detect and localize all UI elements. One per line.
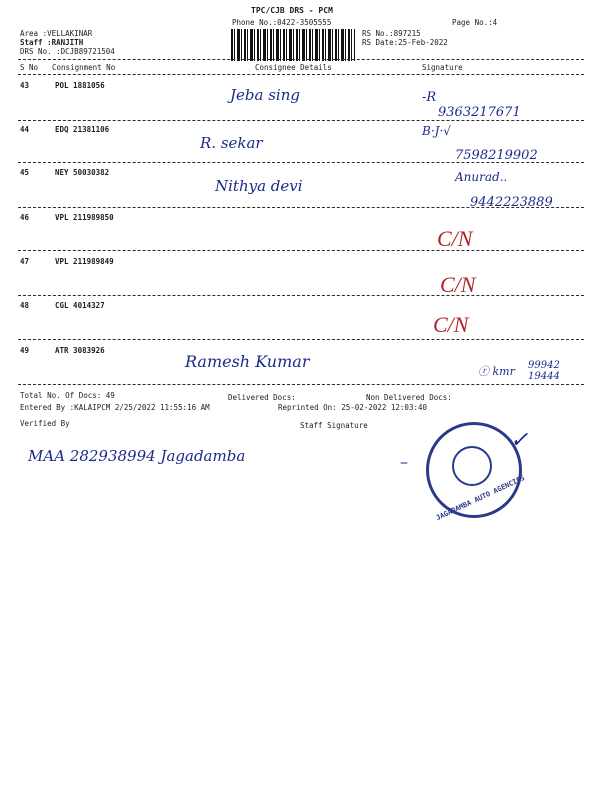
drs-number: DRS No. :DCJB89721504 (20, 47, 115, 56)
barcode (231, 29, 355, 61)
consignee-name: Ramesh Kumar (185, 352, 310, 371)
recipient-signature: ⓡ kmr (478, 365, 515, 378)
total-docs: Total No. Of Docs: 49 (20, 391, 115, 400)
column-consignment: Consignment No (52, 63, 116, 72)
dash-mark: – (400, 452, 408, 471)
area-label: Area :VELLAKINAR (20, 29, 93, 38)
entered-by: Entered By :KALAIPCM 2/25/2022 11:55:16 AM (20, 403, 210, 412)
staff-signature-label: Staff Signature (300, 421, 368, 430)
page-number: Page No.:4 (452, 18, 498, 27)
row-divider (18, 295, 584, 296)
column-consignee: Consignee Details (255, 63, 332, 72)
recipient-signature: Anurad.. (455, 170, 508, 184)
row-sno: 45 (20, 168, 30, 177)
row-sno: 46 (20, 213, 30, 222)
row-divider (18, 339, 584, 340)
row-sno: 47 (20, 257, 30, 266)
cn-mark: C/N (440, 272, 476, 297)
recipient-phone: 7598219902 (455, 148, 538, 163)
verified-by-label: Verified By (20, 419, 70, 428)
column-sno: S No (20, 63, 39, 72)
recipient-phone: 9442223889 (470, 195, 553, 210)
column-signature: Signature (422, 63, 463, 72)
row-sno: 43 (20, 81, 30, 90)
consignee-name: Nithya devi (215, 177, 303, 195)
consignee-name: Jeba sing (230, 86, 300, 104)
cn-mark: C/N (433, 312, 469, 337)
consignee-name: R. sekar (200, 134, 263, 152)
recipient-phone: 9363217671 (438, 105, 521, 120)
handwritten-note: MAA 282938994 Jagadamba (28, 447, 246, 465)
row-divider (18, 250, 584, 251)
row-sno: 44 (20, 125, 30, 134)
stamp-text: JAGADAMBA AUTO AGENCIES (434, 473, 527, 523)
divider (18, 74, 584, 75)
cn-mark: C/N (437, 226, 473, 251)
stamp-signature: ✓ (510, 428, 529, 453)
rs-number: RS No.:897215 (362, 29, 421, 38)
stamp-logo-icon (452, 446, 492, 486)
row-divider (18, 207, 584, 208)
delivered-docs: Delivered Docs: (228, 393, 296, 402)
consignment-number: VPL 211989850 (55, 213, 114, 222)
divider (18, 59, 584, 60)
row-divider (18, 162, 584, 163)
document-title: TPC/CJB DRS - PCM (251, 6, 333, 15)
recipient-signature: -R (422, 90, 437, 105)
phone-number: Phone No.:0422-3505555 (232, 18, 332, 27)
consignment-number: EDQ 21381106 (55, 125, 110, 134)
consignment-number: NEY 50030382 (55, 168, 110, 177)
row-divider (18, 120, 584, 121)
consignment-number: ATR 3083926 (55, 346, 105, 355)
row-sno: 48 (20, 301, 30, 310)
consignment-number: POL 1881056 (55, 81, 105, 90)
consignment-number: CGL 4014327 (55, 301, 105, 310)
consignment-number: VPL 211989849 (55, 257, 114, 266)
row-divider (18, 384, 584, 385)
non-delivered-docs: Non Delivered Docs: (366, 393, 452, 402)
reprinted-on: Reprinted On: 25-02-2022 12:03:40 (278, 403, 428, 412)
recipient-signature: B·J·√ (422, 124, 451, 138)
rs-date: RS Date:25-Feb-2022 (362, 38, 448, 47)
staff-label: Staff :RANJITH (20, 38, 84, 47)
recipient-phone: 99942 19444 (528, 360, 560, 382)
row-sno: 49 (20, 346, 30, 355)
